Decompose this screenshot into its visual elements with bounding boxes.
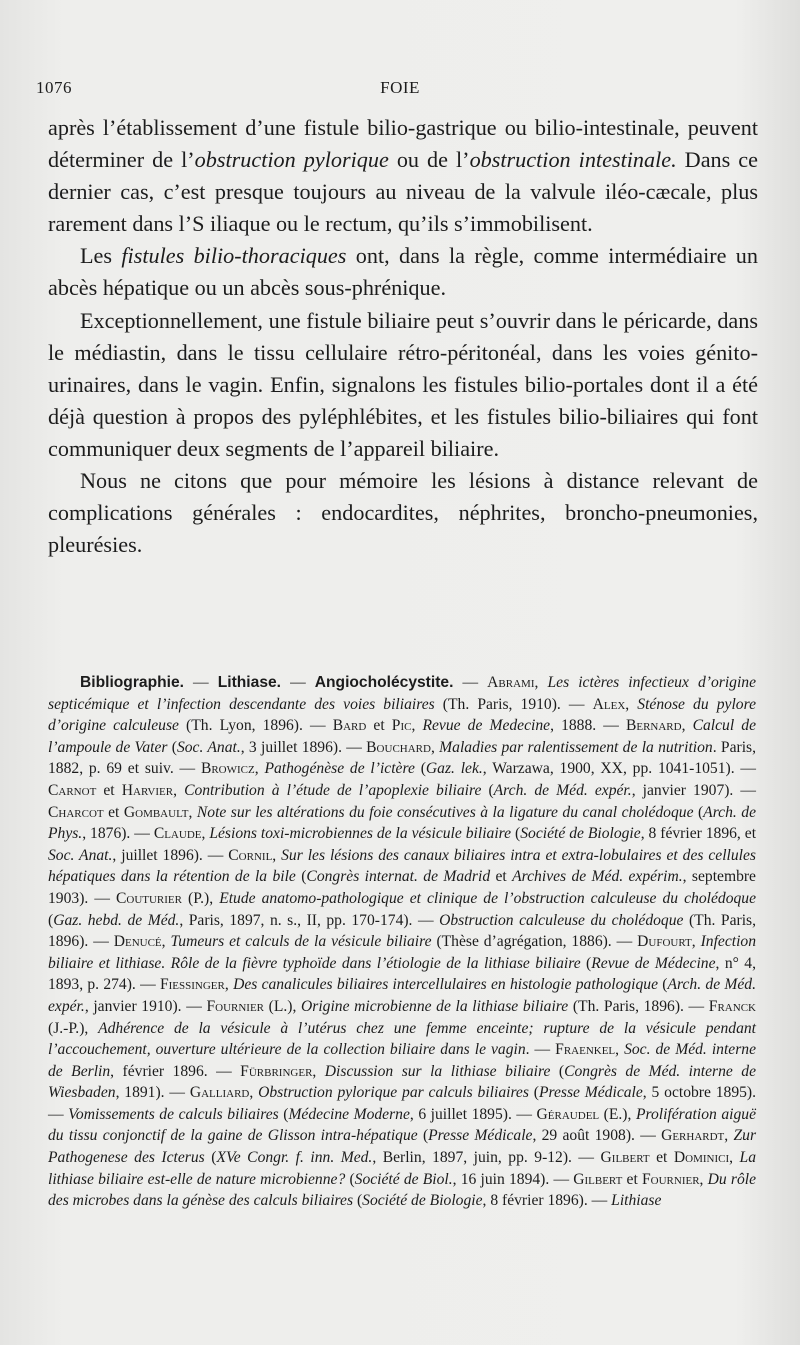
author-name: Bernard [625,717,682,735]
text-run: , [625,695,638,713]
text-run: ou de l’ [388,147,470,173]
bibliography-text [48,672,756,1212]
italic-run: Etude anatomo-pathologique et clinique de l’obstruction calculeuse du cholédoque [219,889,757,907]
italic-run: Arch. de Phys. [48,803,756,843]
author-name: Carnot [48,781,97,799]
text-run: et [622,1170,642,1188]
paragraph [48,465,758,561]
text-run: , [188,803,197,821]
text-run: — [453,674,488,691]
italic-run: Maladies par ralentissement de la nutrition [439,738,713,756]
italic-run: Congrès internat. de Madrid [306,868,491,886]
text-run: , 29 août 1908). — [532,1127,662,1145]
italic-run: Les ictères infectieux d’origine septicémique et l’infection descendante des voies biliaires [48,674,757,713]
text-run: , 1888. — [550,717,626,735]
italic-run: Du rôle des microbes dans la génèse des calculs biliaires [48,1170,757,1210]
author-name: Gombault [123,803,189,821]
author-name: Alex [592,695,626,713]
section-label: Bibliographie. [80,674,184,691]
italic-run: La lithiase biliaire est-elle de nature microbienne? [48,1149,757,1188]
italic-run: Zur Pathogenese des Icterus [48,1127,757,1167]
text-run: , [224,976,234,994]
text-run: ( [580,954,592,972]
text-run: , [161,933,171,951]
text-run: . Paris, 1882, p. 69 et suiv. — [48,738,756,778]
text-run: , 5 octobre 1895). — [48,1084,757,1123]
text-run: (Th. Paris, 1910). — [434,695,593,713]
text-run: , 16 juin 1894). — [452,1170,574,1188]
paragraph [48,112,758,240]
italic-run: obstruction pylorique [194,147,389,173]
text-run: , [254,760,265,778]
text-run: ont, dans la règle, comme intermédiaire un abcès hépatique ou un abcès sous-phrénique. [48,243,758,301]
italic-run: Sténose du pylore d’origine calculeuse [48,695,756,735]
paragraph [48,240,758,304]
text-run: , [201,825,210,843]
text-run: , [430,738,440,756]
italic-run: Presse Médicale [538,1084,643,1102]
text-run: , [681,717,693,735]
text-run: , 8 février 1896). — [482,1192,612,1210]
text-run: ( [481,781,494,799]
italic-run: Contribution à l’étude de l’apoplexie biliaire [184,781,482,799]
italic-run: Tumeurs et calculs de la vésicule biliaire [170,933,432,951]
italic-run: Lésions toxi-microbiennes de la vésicule biliaire [209,825,512,843]
text-run: , [173,781,185,799]
text-run: (Th. Paris, 1896). — [568,997,709,1015]
text-run: , 8 février 1896, et [640,825,757,843]
text-run: , Berlin, 1897, juin, pp. 9-12). — [372,1149,601,1167]
text-run: ( [48,911,54,929]
text-run: Dans ce dernier cas, c’est presque toujours au niveau de la valvule iléo-cæcale, plus rarement dans l’S iliaque ou le rectum, qu’ils s’immobilisent. [48,147,759,237]
italic-run: Note sur les altérations du foie consécutives à la ligature du canal cholédoque [196,803,694,821]
italic-run: Gaz. hebd. de Méd. [53,911,180,929]
text-run: ( [167,738,177,756]
author-name: Bard [332,717,367,735]
italic-run: Société de Biologie [362,1192,483,1210]
author-name: Harvier [121,781,174,799]
author-name: Browicz [200,760,255,778]
text-run: ( [528,1084,539,1102]
author-name: Claude [153,825,202,843]
author-name: Couturier (P.) [115,889,210,907]
text-run: ( [278,1105,289,1123]
text-run: ( [658,976,668,994]
italic-run: Gaz. lek. [425,760,483,778]
italic-run: Obstruction pylorique par calculs biliaires [258,1084,529,1102]
author-name: Bouchard [366,738,431,756]
author-name: Fournier [641,1170,700,1188]
text-run: , janvier 1910). — [84,997,207,1015]
italic-run: Sur les lésions des canaux biliaires intra et extra-lobulaires et des cellules hépatiques dans la rétention de la bile [48,846,756,886]
text-run: — [183,674,218,691]
text-run: , [209,889,220,907]
italic-run: Lithiase [611,1192,662,1210]
author-name: Gilbert [600,1149,650,1167]
text-run: , [272,846,282,864]
author-name: Fraenkel [555,1041,616,1059]
text-run: , [411,717,423,735]
author-name: Fürbringer [240,1062,313,1080]
text-run: et [649,1149,674,1167]
text-run: , [84,1019,99,1037]
text-run: Les [80,243,122,269]
author-name: Dufourt [637,933,692,951]
author-name: Géraudel (E.) [536,1105,628,1123]
text-run: , [534,674,548,691]
author-name: Galliard [189,1084,250,1102]
author-name: Abrami [487,674,535,691]
text-run: ( [550,1062,565,1080]
text-run: (Thèse d’agrégation, 1886). — [431,933,638,951]
text-run: , [249,1084,259,1102]
text-run: après l’établissement d’une fistule bilio-gastrique ou bilio-intestinale, peuvent déterminer de l’ [48,115,758,173]
italic-run: Des canalicules biliaires intercellulaires en histologie pathologique [233,976,659,994]
italic-run: Soc. Anat. [48,846,113,864]
italic-run: Société de Biologie [520,825,641,843]
italic-run: Prolifération aiguë du tissu conjonctif de la gaine de Glisson intra-hépatique [48,1105,756,1145]
author-name: Dominici [673,1149,730,1167]
italic-run: fistules bilio-thoraciques [121,243,347,269]
text-run: — [281,674,315,691]
bibliography [48,672,756,1212]
text-run: et [490,868,513,886]
text-run: , janvier 1907). — [631,781,757,799]
italic-run: Archives de Méd. expérim. [512,868,683,886]
author-name: Charcot [48,803,104,821]
text-run: , Paris, 1897, n. s., II, pp. 170-174). — [179,911,440,929]
text-run: , février 1896. — [110,1062,241,1080]
italic-run: Obstruction calculeuse du cholédoque [439,911,684,929]
text-run: ( [345,1170,355,1188]
italic-run: Médecine Moderne [288,1105,410,1123]
text-run: , [615,1041,625,1059]
running-title: FOIE [380,78,420,97]
italic-run: Presse Médicale [428,1127,533,1145]
text-run: , juillet 1896). — [112,846,229,864]
text-run: , [699,1170,708,1188]
text-run: Exceptionnellement, une fistule biliaire peut s’ouvrir dans le péricarde, dans le médiastin, dans le tissu cellulaire rétro-péritonéal, dans les voies génito-urinaires, dans le vagin. Enfin, signalons les fistules bilio-portales dont il a été déjà question à propos des pyléphlébites, et les fistules bilio-biliaires qui font communiquer deux segments de l’appareil biliaire. [48,307,758,461]
author-name: Fournier (L.) [206,997,293,1015]
italic-run: Arch. de Méd. expér. [493,781,632,799]
text-run: , [724,1127,734,1145]
text-run: Nous ne citons que pour mémoire les lésions à distance relevant de complications générales : endocardites, néphrites, broncho-pneumonies, pleurésies. [48,468,758,558]
italic-run: Pathogénèse de l’ictère [264,760,415,778]
page-number: 1076 [36,78,72,97]
text-run: , Warzawa, 1900, XX, pp. 1041-1051). — [482,760,756,778]
main-text [48,112,758,561]
text-run: , [729,1149,740,1167]
text-run: et [96,781,122,799]
text-run: ( [511,825,521,843]
page-header [36,78,764,102]
italic-run: Congrès de Méd. interne de Wiesbaden [48,1062,757,1102]
section-label: Angiocholécystite. [314,674,454,691]
author-name: Cornil [228,846,273,864]
author-name: Pic [391,717,412,735]
italic-run: Infection biliaire et lithiase. Rôle de la fièvre typhoïde dans l’étiologie de la lithiase biliaire [48,933,757,972]
text-run: , 1891). — [115,1084,190,1102]
text-run: , 1876). — [82,825,154,843]
text-run: , [312,1062,325,1080]
text-run: , septembre 1903). — [48,868,756,907]
text-run: et [366,717,392,735]
italic-run: XVe Congr. f. inn. Med. [216,1149,373,1167]
text-run: , n° 4, 1893, p. 274). — [48,954,756,994]
text-run: et [103,803,124,821]
text-run: , [627,1105,636,1123]
author-name: Denucé [113,933,162,951]
text-run: ( [295,868,307,886]
italic-run: Revue de Médecine [591,954,716,972]
text-run: (Th. Lyon, 1896). — [178,717,333,735]
italic-run: Soc. de Méd. interne de Berlin [48,1041,756,1080]
author-name: Fiessinger [159,976,225,994]
author-name: Gerhardt [661,1127,725,1145]
italic-run: Arch. de Méd. expér. [48,976,757,1015]
italic-run: Calcul de l’ampoule de Vater [48,717,756,756]
italic-run: Origine microbienne de la lithiase biliaire [301,997,569,1015]
paragraph [48,305,758,465]
text-run: , 3 juillet 1896). — [240,738,367,756]
author-name: Gilbert [573,1170,623,1188]
text-run: , [292,997,302,1015]
italic-run: Vomissements de calculs biliaires [68,1105,279,1123]
italic-run: Discussion sur la lithiase biliaire [324,1062,551,1080]
text-run: ( [353,1192,363,1210]
text-run: , [691,933,701,951]
section-label: Lithiase. [217,674,281,691]
italic-run: Société de Biol. [354,1170,453,1188]
text-run: ( [414,760,426,778]
text-run: ( [693,803,704,821]
italic-run: Revue de Medecine [422,717,551,735]
text-run: ( [204,1149,217,1167]
italic-run: obstruction intestinale. [469,147,677,173]
italic-run: Adhérence de la vésicule à l’utérus chez une femme enceinte; rupture de la vésicule pendant l’accouchement, ouverture ultérieure de la collection biliaire dans le vagin [48,1019,756,1059]
author-name: Franck (J.-P.) [48,997,756,1037]
text-run: ( [417,1127,429,1145]
italic-run: Soc. Anat. [176,738,241,756]
text-run: (Th. Paris, 1896). — [48,911,756,951]
text-run: , 6 juillet 1895). — [409,1105,537,1123]
text-run: . — [525,1041,556,1059]
